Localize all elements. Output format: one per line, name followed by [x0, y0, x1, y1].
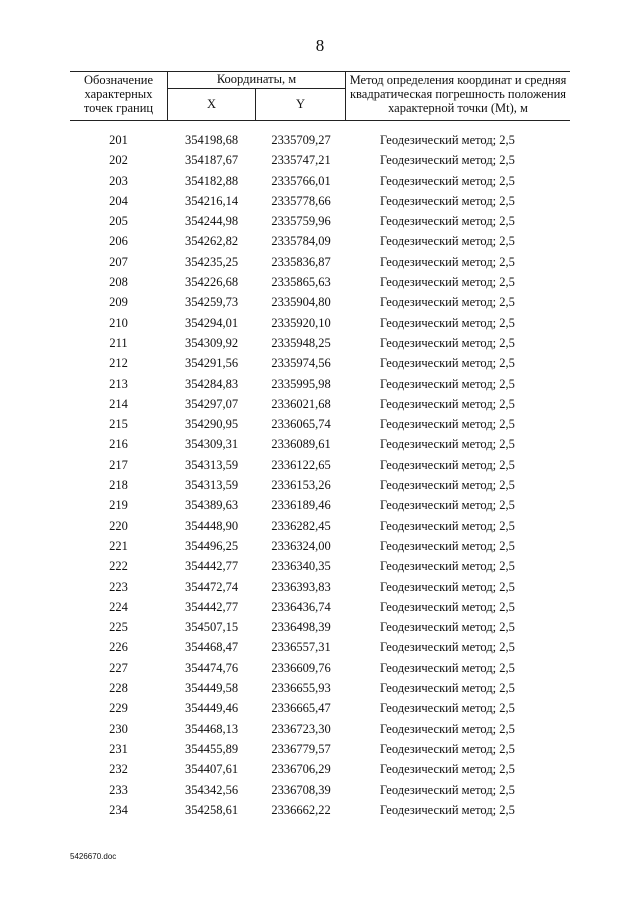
header-coordinates-group — [167, 72, 346, 120]
point-number: 219 — [109, 498, 128, 513]
table-row — [70, 150, 570, 170]
table-row — [70, 597, 570, 617]
coordinate-x: 354342,56 — [184, 782, 239, 797]
coordinate-x: 354449,58 — [184, 681, 239, 696]
method-value: Геодезический метод; 2,5 — [380, 356, 515, 371]
method-value: Геодезический метод; 2,5 — [380, 153, 515, 168]
method-value: Геодезический метод; 2,5 — [380, 335, 515, 350]
method-value: Геодезический метод; 2,5 — [380, 214, 515, 229]
method-value: Геодезический метод; 2,5 — [380, 559, 515, 574]
point-number: 201 — [109, 133, 128, 147]
point-number: 214 — [109, 396, 128, 411]
coordinate-y: 2336609,76 — [271, 660, 331, 675]
coordinate-x: 354507,15 — [184, 620, 239, 635]
table-row — [70, 516, 570, 536]
point-number: 211 — [109, 335, 128, 350]
coordinate-y: 2336089,61 — [271, 437, 331, 452]
point-number: 226 — [109, 640, 128, 655]
point-number: 209 — [109, 295, 128, 310]
method-value: Геодезический метод; 2,5 — [380, 762, 515, 777]
coordinate-y: 2336557,31 — [271, 640, 331, 655]
point-number: 225 — [109, 620, 128, 635]
coordinate-x: 354496,25 — [184, 538, 239, 553]
point-number: 204 — [109, 193, 128, 208]
coordinate-y: 2336282,45 — [271, 518, 331, 533]
point-number: 212 — [109, 356, 128, 371]
coordinate-x: 354198,68 — [184, 133, 239, 147]
method-value: Геодезический метод; 2,5 — [380, 133, 515, 147]
coordinate-x: 354216,14 — [184, 193, 239, 208]
coordinate-x: 354407,61 — [184, 762, 239, 777]
coordinate-x: 354290,95 — [184, 417, 239, 432]
coordinate-y: 2336708,39 — [271, 782, 331, 797]
header-designation: Обозначение характерных точек границ — [83, 73, 154, 115]
point-number: 216 — [109, 437, 128, 452]
coordinate-x: 354309,92 — [184, 335, 239, 350]
coordinate-x: 354472,74 — [184, 579, 239, 594]
table-row — [70, 719, 570, 739]
point-number: 224 — [109, 599, 128, 614]
method-value: Геодезический метод; 2,5 — [380, 478, 515, 493]
header-method: Метод определения координат и средняя квадратическая погрешность положения характерной точки (Mt), м — [349, 73, 567, 115]
table-row — [70, 780, 570, 800]
coordinate-y: 2336021,68 — [271, 396, 331, 411]
coordinate-y: 2335904,80 — [271, 295, 331, 310]
coordinate-x: 354297,07 — [184, 396, 239, 411]
method-value: Геодезический метод; 2,5 — [380, 275, 515, 290]
point-number: 230 — [109, 721, 128, 736]
table-row — [70, 475, 570, 495]
table-row — [70, 637, 570, 657]
point-number: 222 — [109, 559, 128, 574]
coordinate-x: 354449,46 — [184, 701, 239, 716]
coordinate-y: 2335836,87 — [271, 254, 331, 269]
point-number: 228 — [109, 681, 128, 696]
table-row — [70, 353, 570, 373]
coordinate-x: 354294,01 — [184, 315, 239, 330]
method-value: Геодезический метод; 2,5 — [380, 518, 515, 533]
table-row — [70, 313, 570, 333]
coordinate-y: 2336065,74 — [271, 417, 331, 432]
coordinate-y: 2335766,01 — [271, 173, 331, 188]
table-row — [70, 211, 570, 231]
coordinate-x: 354262,82 — [184, 234, 239, 249]
coordinate-x: 354389,63 — [184, 498, 239, 513]
table-row — [70, 191, 570, 211]
method-value: Геодезический метод; 2,5 — [380, 681, 515, 696]
method-value: Геодезический метод; 2,5 — [380, 721, 515, 736]
point-number: 202 — [109, 153, 128, 168]
coordinate-y: 2336665,47 — [271, 701, 331, 716]
coordinate-x: 354455,89 — [184, 741, 239, 756]
coordinate-y: 2336655,93 — [271, 681, 331, 696]
coordinate-y: 2335948,25 — [271, 335, 331, 350]
table-row — [70, 292, 570, 312]
table-row — [70, 658, 570, 678]
point-number: 217 — [109, 457, 128, 472]
table-header — [70, 71, 570, 121]
coordinate-x: 354291,56 — [184, 356, 239, 371]
coordinate-y: 2336189,46 — [271, 498, 331, 513]
coordinate-x: 354313,59 — [184, 457, 239, 472]
table-row — [70, 434, 570, 454]
method-value: Геодезический метод; 2,5 — [380, 396, 515, 411]
method-value: Геодезический метод; 2,5 — [380, 234, 515, 249]
coordinate-x: 354468,13 — [184, 721, 239, 736]
table-row — [70, 739, 570, 759]
table-row — [70, 252, 570, 272]
point-number: 233 — [109, 782, 128, 797]
table-row — [70, 678, 570, 698]
coordinate-x: 354226,68 — [184, 275, 239, 290]
coordinate-x: 354187,67 — [184, 153, 239, 168]
method-value: Геодезический метод; 2,5 — [380, 417, 515, 432]
coordinate-y: 2335974,56 — [271, 356, 331, 371]
table-row — [70, 759, 570, 779]
point-number: 234 — [109, 802, 128, 817]
point-number: 229 — [109, 701, 128, 716]
point-number: 231 — [109, 741, 128, 756]
method-value: Геодезический метод; 2,5 — [380, 640, 515, 655]
coordinate-y: 2335759,96 — [271, 214, 331, 229]
coordinate-x: 354284,83 — [184, 376, 239, 391]
coordinate-y: 2336324,00 — [271, 538, 331, 553]
point-number: 232 — [109, 762, 128, 777]
point-number: 227 — [109, 660, 128, 675]
point-number: 213 — [109, 376, 128, 391]
coordinate-y: 2335995,98 — [271, 376, 331, 391]
coordinate-y: 2335778,66 — [271, 193, 331, 208]
method-value: Геодезический метод; 2,5 — [380, 782, 515, 797]
coordinate-x: 354309,31 — [184, 437, 239, 452]
point-number: 208 — [109, 275, 128, 290]
method-value: Геодезический метод; 2,5 — [380, 579, 515, 594]
method-value: Геодезический метод; 2,5 — [380, 660, 515, 675]
table-row — [70, 800, 570, 820]
coordinate-y: 2335865,63 — [271, 275, 331, 290]
coordinate-y: 2335709,27 — [271, 133, 331, 147]
coordinate-x: 354448,90 — [184, 518, 239, 533]
coordinate-y: 2335784,09 — [271, 234, 331, 249]
coordinate-x: 354442,77 — [184, 599, 239, 614]
table-row — [70, 171, 570, 191]
point-number: 218 — [109, 478, 128, 493]
table-row — [70, 272, 570, 292]
header-x: X — [168, 89, 256, 120]
coordinate-y: 2336340,35 — [271, 559, 331, 574]
point-number: 203 — [109, 173, 128, 188]
table-row — [70, 231, 570, 251]
method-value: Геодезический метод; 2,5 — [380, 173, 515, 188]
method-value: Геодезический метод; 2,5 — [380, 315, 515, 330]
point-number: 207 — [109, 254, 128, 269]
coordinate-x: 354313,59 — [184, 478, 239, 493]
point-number: 221 — [109, 538, 128, 553]
coordinate-x: 354235,25 — [184, 254, 239, 269]
method-value: Геодезический метод; 2,5 — [380, 701, 515, 716]
point-number: 220 — [109, 518, 128, 533]
table-row — [70, 414, 570, 434]
point-number: 210 — [109, 315, 128, 330]
table-row — [70, 698, 570, 718]
method-value: Геодезический метод; 2,5 — [380, 437, 515, 452]
table-row — [70, 536, 570, 556]
coordinate-y: 2336153,26 — [271, 478, 331, 493]
table-row — [70, 455, 570, 475]
table-body — [70, 130, 570, 820]
method-value: Геодезический метод; 2,5 — [380, 538, 515, 553]
method-value: Геодезический метод; 2,5 — [380, 193, 515, 208]
point-number: 215 — [109, 417, 128, 432]
coordinate-x: 354442,77 — [184, 559, 239, 574]
point-number: 205 — [109, 214, 128, 229]
table-row — [70, 577, 570, 597]
coordinate-y: 2335747,21 — [271, 153, 331, 168]
coordinate-y: 2336779,57 — [271, 741, 331, 756]
coordinate-y: 2335920,10 — [271, 315, 331, 330]
point-number: 206 — [109, 234, 128, 249]
header-y: Y — [295, 97, 306, 111]
coordinate-x: 354259,73 — [184, 295, 239, 310]
coordinate-y: 2336498,39 — [271, 620, 331, 635]
table-row — [70, 617, 570, 637]
method-value: Геодезический метод; 2,5 — [380, 376, 515, 391]
method-value: Геодезический метод; 2,5 — [380, 295, 515, 310]
page-number: 8 — [315, 36, 325, 55]
coordinate-x: 354182,88 — [184, 173, 239, 188]
coordinate-x: 354258,61 — [184, 802, 239, 817]
table-row — [70, 374, 570, 394]
point-number: 223 — [109, 579, 128, 594]
coordinate-y: 2336393,83 — [271, 579, 331, 594]
method-value: Геодезический метод; 2,5 — [380, 741, 515, 756]
coordinate-x: 354244,98 — [184, 214, 239, 229]
coordinate-y: 2336706,29 — [271, 762, 331, 777]
table-row — [70, 333, 570, 353]
method-value: Геодезический метод; 2,5 — [380, 802, 515, 817]
method-value: Геодезический метод; 2,5 — [380, 254, 515, 269]
coordinate-y: 2336436,74 — [271, 599, 331, 614]
header-coordinates: Координаты, м — [168, 72, 345, 89]
coordinate-y: 2336723,30 — [271, 721, 331, 736]
footer-filename: 5426670.doc — [70, 852, 117, 861]
table-row — [70, 556, 570, 576]
coordinate-x: 354468,47 — [184, 640, 239, 655]
method-value: Геодезический метод; 2,5 — [380, 457, 515, 472]
method-value: Геодезический метод; 2,5 — [380, 599, 515, 614]
coordinate-x: 354474,76 — [184, 660, 239, 675]
table-row — [70, 130, 570, 150]
coordinate-y: 2336122,65 — [271, 457, 331, 472]
method-value: Геодезический метод; 2,5 — [380, 620, 515, 635]
method-value: Геодезический метод; 2,5 — [380, 498, 515, 513]
coordinate-y: 2336662,22 — [271, 802, 331, 817]
table-row — [70, 394, 570, 414]
table-row — [70, 495, 570, 515]
